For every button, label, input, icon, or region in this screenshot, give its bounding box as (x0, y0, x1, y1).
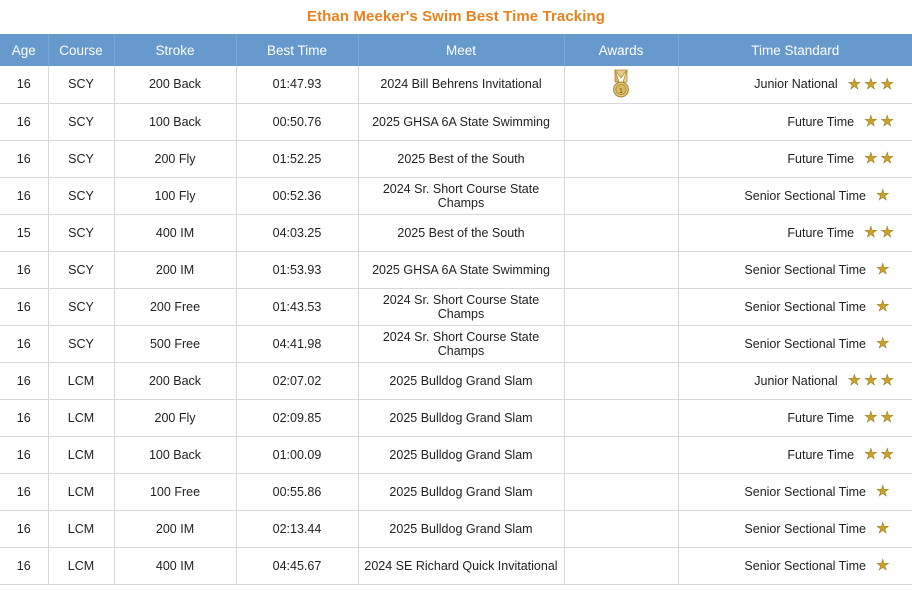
star-rating (876, 188, 894, 203)
star-rating (876, 262, 894, 277)
table-row[interactable] (0, 473, 912, 510)
table-row[interactable] (0, 362, 912, 399)
time-standard-label: Junior National (754, 373, 838, 388)
cell-awards (564, 140, 678, 177)
cell-time-standard (678, 214, 912, 251)
cell-time-standard (678, 103, 912, 140)
star-icon: ★ (864, 224, 878, 241)
cell-best_time: 01:47.93 (236, 66, 358, 103)
cell-stroke: 100 Free (114, 473, 236, 510)
star-rating (864, 447, 894, 462)
cell-stroke: 100 Back (114, 103, 236, 140)
cell-awards (564, 510, 678, 547)
medal-icon (608, 69, 634, 99)
cell-course: LCM (48, 436, 114, 473)
time-standard-label: Senior Sectional Time (744, 484, 866, 499)
cell-stroke: 200 Fly (114, 140, 236, 177)
time-standard-label: Senior Sectional Time (744, 262, 866, 277)
svg-text:1: 1 (619, 88, 623, 96)
cell-course: SCY (48, 140, 114, 177)
cell-time-standard (678, 510, 912, 547)
cell-meet: 2024 Bill Behrens Invitational (358, 66, 564, 103)
time-standard-label: Senior Sectional Time (744, 336, 866, 351)
cell-best_time: 04:03.25 (236, 214, 358, 251)
table-row[interactable] (0, 436, 912, 473)
table-header-row (0, 34, 912, 66)
cell-course: SCY (48, 288, 114, 325)
cell-course: LCM (48, 473, 114, 510)
star-rating (864, 114, 894, 129)
time-standard-label: Future Time (787, 225, 855, 240)
cell-awards (564, 325, 678, 362)
cell-awards (564, 473, 678, 510)
table-row[interactable] (0, 399, 912, 436)
page-title: Ethan Meeker's Swim Best Time Tracking (306, 8, 606, 25)
cell-stroke: 100 Back (114, 436, 236, 473)
column-header-meet[interactable]: Meet (358, 34, 564, 66)
time-standard-label: Junior National (754, 77, 838, 92)
cell-best_time: 02:09.85 (236, 399, 358, 436)
star-rating (864, 151, 894, 166)
cell-course: SCY (48, 66, 114, 103)
cell-course: LCM (48, 510, 114, 547)
cell-time-standard (678, 177, 912, 214)
column-header-age[interactable]: Age (0, 34, 48, 66)
table-row[interactable] (0, 66, 912, 103)
cell-awards (564, 547, 678, 584)
cell-course: SCY (48, 251, 114, 288)
table-row[interactable] (0, 288, 912, 325)
time-standard-label: Senior Sectional Time (744, 299, 866, 314)
cell-course: SCY (48, 214, 114, 251)
cell-age: 16 (0, 140, 48, 177)
star-icon: ★ (876, 335, 890, 352)
cell-time-standard (678, 140, 912, 177)
table-row[interactable] (0, 325, 912, 362)
star-icon: ★ (847, 372, 862, 389)
cell-best_time: 00:55.86 (236, 473, 358, 510)
cell-awards (564, 66, 678, 103)
cell-stroke: 100 Fly (114, 177, 236, 214)
cell-stroke: 200 Free (114, 288, 236, 325)
cell-age: 16 (0, 325, 48, 362)
star-icon: ★ (864, 75, 878, 93)
cell-awards (564, 251, 678, 288)
cell-awards (564, 214, 678, 251)
cell-time-standard (678, 547, 912, 584)
star-rating (848, 373, 894, 388)
star-icon: ★ (880, 446, 894, 463)
cell-meet: 2025 Best of the South (358, 140, 564, 177)
cell-course: LCM (48, 399, 114, 436)
cell-time-standard (678, 399, 912, 436)
star-rating (864, 410, 894, 425)
cell-meet: 2024 Sr. Short Course State Champs (358, 325, 564, 362)
star-icon: ★ (847, 75, 862, 93)
cell-course: SCY (48, 103, 114, 140)
time-standard-label: Future Time (787, 114, 855, 129)
star-icon: ★ (876, 261, 890, 278)
time-standard-label: Senior Sectional Time (744, 558, 866, 573)
cell-time-standard (678, 251, 912, 288)
star-rating (876, 521, 894, 536)
cell-stroke: 200 Back (114, 66, 236, 103)
cell-time-standard (678, 436, 912, 473)
cell-course: LCM (48, 362, 114, 399)
table-row[interactable] (0, 510, 912, 547)
star-icon: ★ (876, 557, 890, 574)
cell-best_time: 00:52.36 (236, 177, 358, 214)
time-standard-label: Future Time (787, 151, 855, 166)
table-row[interactable] (0, 251, 912, 288)
column-header-best-time[interactable]: Best Time (236, 34, 358, 66)
swim-best-times-table (0, 34, 912, 585)
cell-time-standard (678, 325, 912, 362)
cell-time-standard (678, 473, 912, 510)
star-icon: ★ (864, 113, 878, 130)
star-icon: ★ (880, 409, 894, 426)
cell-course: SCY (48, 177, 114, 214)
time-standard-label: Senior Sectional Time (744, 521, 866, 536)
cell-age: 16 (0, 288, 48, 325)
cell-best_time: 01:43.53 (236, 288, 358, 325)
star-rating (876, 558, 894, 573)
cell-meet: 2024 Sr. Short Course State Champs (358, 288, 564, 325)
star-icon: ★ (880, 372, 894, 389)
table-body (0, 66, 912, 584)
cell-meet: 2025 Bulldog Grand Slam (358, 473, 564, 510)
star-icon: ★ (880, 75, 894, 93)
cell-age: 16 (0, 547, 48, 584)
cell-time-standard (678, 66, 912, 103)
cell-stroke: 400 IM (114, 547, 236, 584)
star-rating (876, 299, 894, 314)
cell-meet: 2024 SE Richard Quick Invitational (358, 547, 564, 584)
table-row[interactable] (0, 547, 912, 584)
cell-age: 16 (0, 103, 48, 140)
star-icon: ★ (864, 150, 878, 167)
cell-age: 16 (0, 436, 48, 473)
star-icon: ★ (876, 187, 890, 204)
time-standard-label: Future Time (787, 447, 855, 462)
cell-meet: 2025 GHSA 6A State Swimming (358, 251, 564, 288)
star-icon: ★ (864, 372, 878, 389)
table-row[interactable] (0, 103, 912, 140)
star-icon: ★ (880, 224, 894, 241)
star-icon: ★ (864, 446, 878, 463)
cell-meet: 2025 Bulldog Grand Slam (358, 510, 564, 547)
star-rating (876, 484, 894, 499)
column-header-course[interactable]: Course (48, 34, 114, 66)
column-header-time-standard[interactable]: Time Standard (678, 34, 912, 66)
column-header-awards[interactable]: Awards (564, 34, 678, 66)
cell-age: 16 (0, 177, 48, 214)
cell-best_time: 01:53.93 (236, 251, 358, 288)
cell-stroke: 200 IM (114, 510, 236, 547)
table-row[interactable] (0, 214, 912, 251)
table-header (0, 34, 912, 66)
cell-age: 16 (0, 473, 48, 510)
cell-meet: 2025 Bulldog Grand Slam (358, 399, 564, 436)
star-icon: ★ (864, 409, 878, 426)
cell-best_time: 01:00.09 (236, 436, 358, 473)
cell-meet: 2025 Best of the South (358, 214, 564, 251)
cell-best_time: 00:50.76 (236, 103, 358, 140)
star-icon: ★ (880, 113, 894, 130)
star-rating (848, 77, 894, 92)
cell-stroke: 400 IM (114, 214, 236, 251)
star-icon: ★ (876, 520, 890, 537)
cell-age: 16 (0, 66, 48, 103)
cell-age: 16 (0, 510, 48, 547)
cell-age: 16 (0, 251, 48, 288)
cell-stroke: 200 IM (114, 251, 236, 288)
cell-awards (564, 436, 678, 473)
cell-awards (564, 103, 678, 140)
cell-awards (564, 177, 678, 214)
cell-course: SCY (48, 325, 114, 362)
cell-age: 16 (0, 399, 48, 436)
cell-stroke: 200 Back (114, 362, 236, 399)
cell-best_time: 01:52.25 (236, 140, 358, 177)
cell-meet: 2025 Bulldog Grand Slam (358, 362, 564, 399)
cell-awards (564, 362, 678, 399)
cell-best_time: 02:13.44 (236, 510, 358, 547)
cell-best_time: 04:41.98 (236, 325, 358, 362)
cell-meet: 2024 Sr. Short Course State Champs (358, 177, 564, 214)
time-standard-label: Senior Sectional Time (744, 188, 866, 203)
cell-age: 15 (0, 214, 48, 251)
cell-best_time: 04:45.67 (236, 547, 358, 584)
cell-stroke: 500 Free (114, 325, 236, 362)
cell-awards (564, 288, 678, 325)
time-standard-label: Future Time (787, 410, 855, 425)
cell-meet: 2025 Bulldog Grand Slam (358, 436, 564, 473)
star-icon: ★ (880, 150, 894, 167)
star-rating (864, 225, 894, 240)
cell-meet: 2025 GHSA 6A State Swimming (358, 103, 564, 140)
star-rating (876, 336, 894, 351)
cell-time-standard (678, 362, 912, 399)
star-icon: ★ (876, 298, 890, 315)
cell-time-standard (678, 288, 912, 325)
cell-age: 16 (0, 362, 48, 399)
table-row[interactable] (0, 177, 912, 214)
star-icon: ★ (876, 483, 890, 500)
cell-course: LCM (48, 547, 114, 584)
cell-awards (564, 399, 678, 436)
cell-stroke: 200 Fly (114, 399, 236, 436)
table-row[interactable] (0, 140, 912, 177)
cell-best_time: 02:07.02 (236, 362, 358, 399)
column-header-stroke[interactable]: Stroke (114, 34, 236, 66)
